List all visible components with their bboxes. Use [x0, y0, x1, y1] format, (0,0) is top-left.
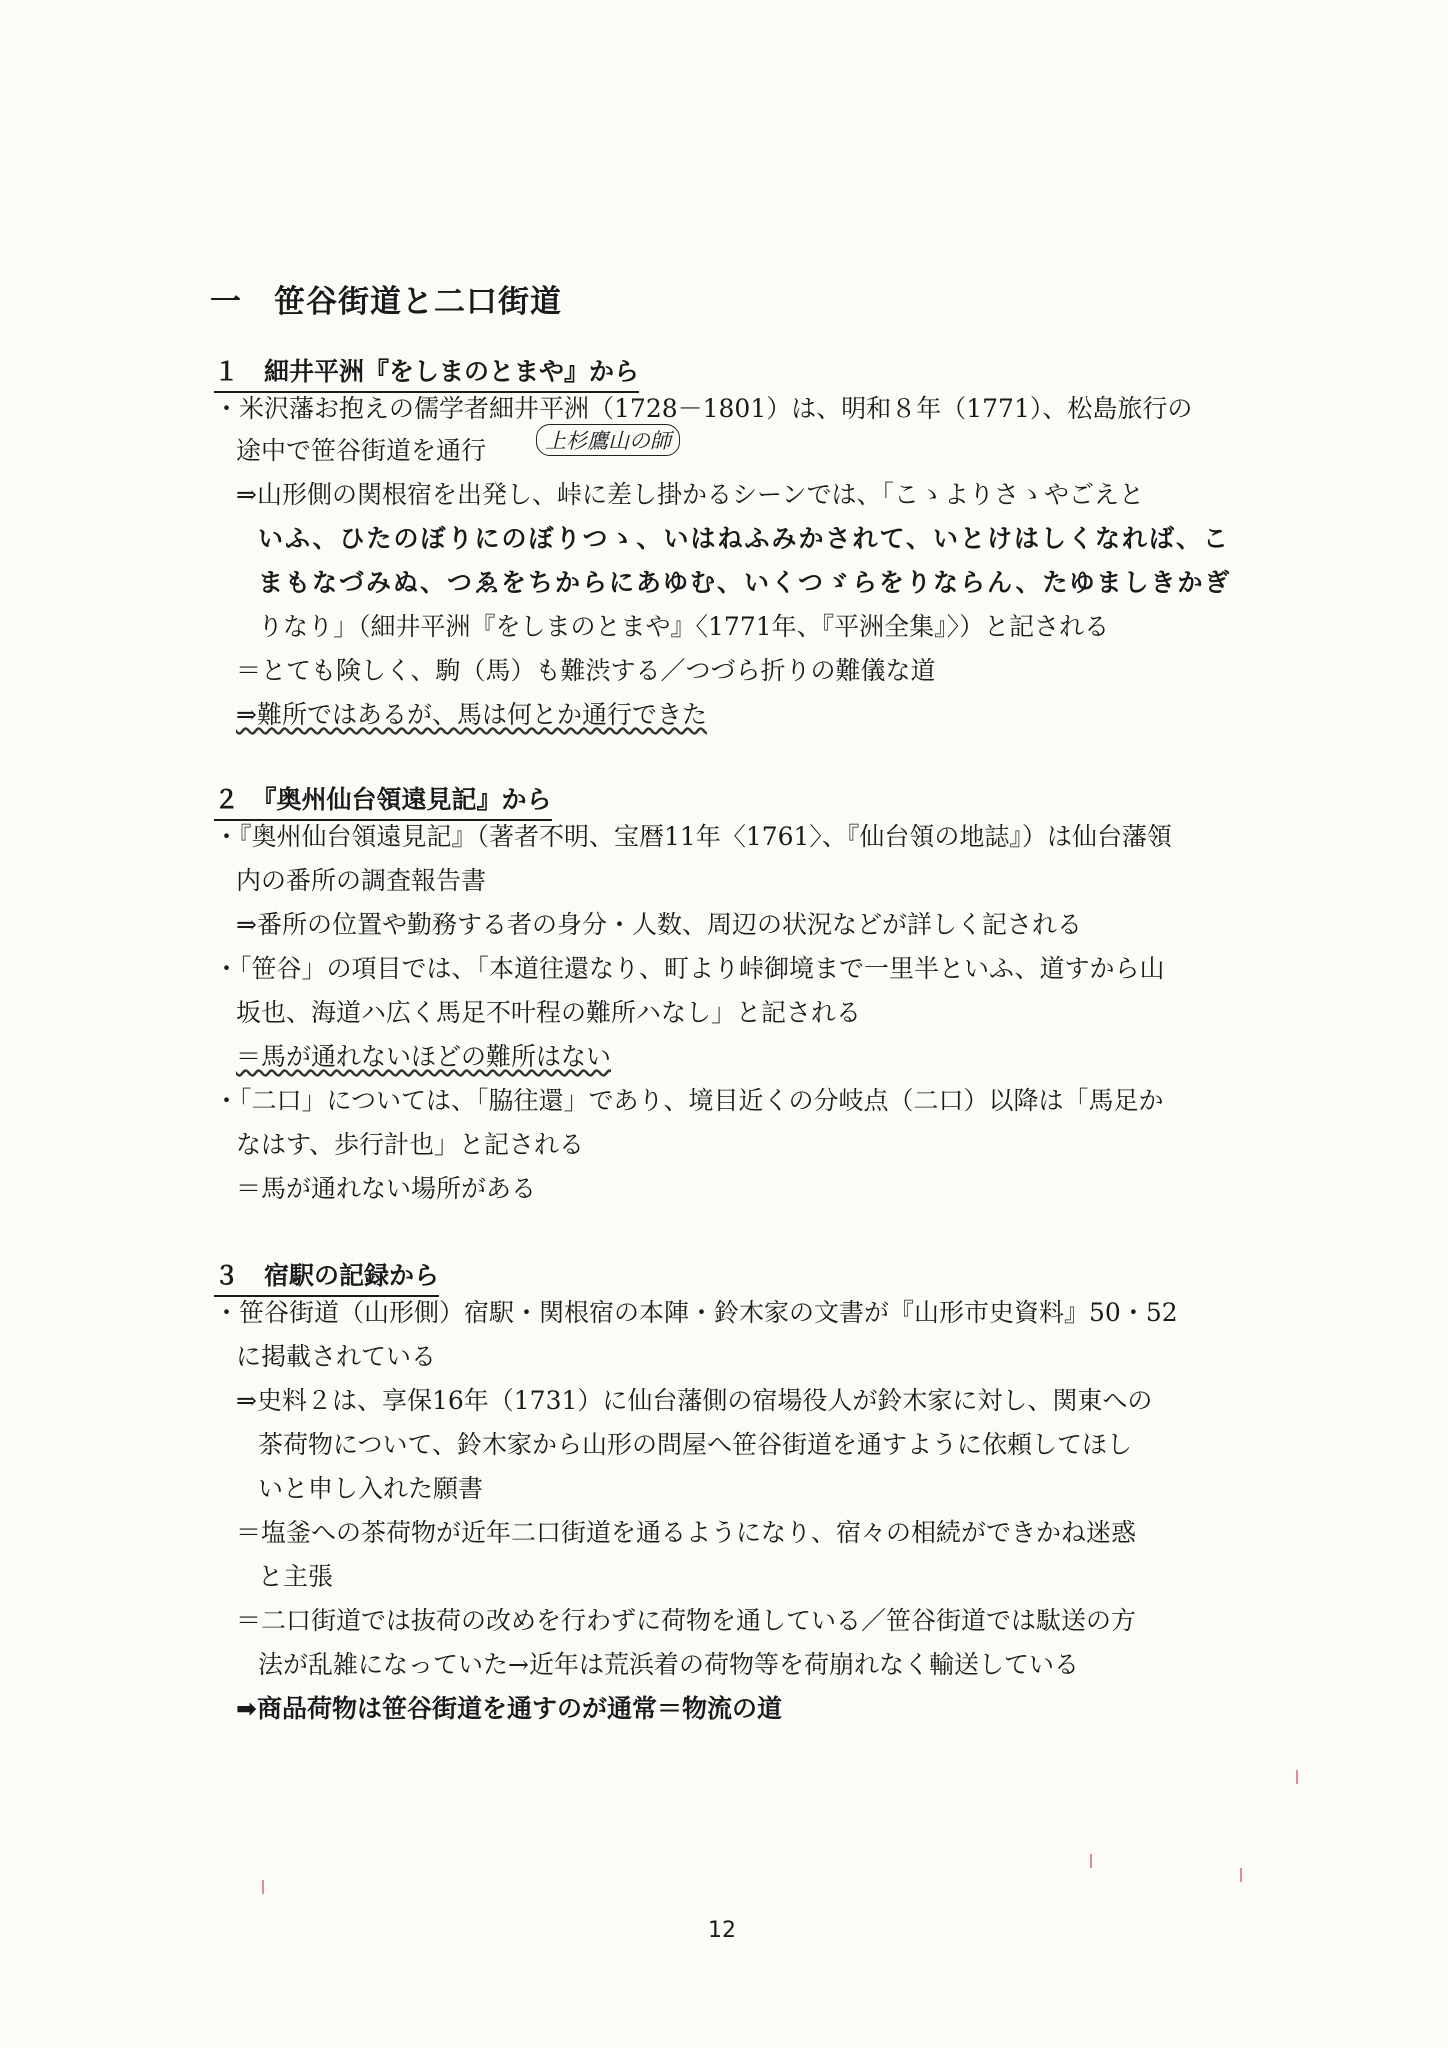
s1-line-2: 途中で笹谷街道を通行 — [236, 436, 487, 465]
s2-line-5: 坂也、海道ハ広く馬足不叶程の難所ハなし」と記される — [236, 998, 862, 1027]
s2-line-4: ・「笹谷」の項目では、「本道往還なり、町より峠御境まで一里半といふ、道すから山 — [214, 954, 1165, 983]
s1-line-7: ＝とても険しく、駒（馬）も難渋する／つづら折りの難儀な道 — [236, 656, 936, 685]
s2-line-9: ＝馬が通れない場所がある — [236, 1174, 537, 1203]
scan-speck — [262, 1880, 264, 1894]
s3-line-9: 法が乱雑になっていた→近年は荒浜着の荷物等を荷崩れなく輸送している — [258, 1650, 1079, 1679]
s2-line-7: ・「二口」については、「脇往還」であり、境目近くの分岐点（二口）以降は「馬足か — [214, 1086, 1164, 1115]
s3-line-7: と主張 — [258, 1562, 334, 1591]
section-2-title: ２ 『奥州仙台領遠見記』から — [214, 780, 552, 821]
section-1-title: １ 細井平洲『をしまのとまや』から — [214, 352, 639, 393]
s3-line-10: ➡商品荷物は笹谷街道を通すのが通常＝物流の道 — [236, 1694, 782, 1723]
s2-line-8: なはす、歩行計也」と記される — [236, 1130, 585, 1159]
s1-line-3: ⇒山形側の関根宿を出発し、峠に差し掛かるシーンでは、「こゝよりさゝやごえと — [236, 480, 1144, 509]
scan-speck — [1090, 1854, 1092, 1868]
s2-line-3: ⇒番所の位置や勤務する者の身分・人数、周辺の状況などが詳しく記される — [236, 910, 1082, 939]
s3-line-5: いと申し入れた願書 — [258, 1474, 484, 1503]
s1-line-6: りなり」（細井平洲『をしまのとまや』〈1771年、『平洲全集』〉）と記される — [258, 612, 1110, 641]
s2-line-2: 内の番所の調査報告書 — [236, 866, 487, 895]
s2-line-6: ＝馬が通れないほどの難所はない — [236, 1042, 612, 1071]
s1-line-5: まもなづみぬ、つゑをちからにあゆむ、いくつゞらをりならん、たゆましきかぎ — [258, 568, 1232, 597]
s3-line-6: ＝塩釜への茶荷物が近年二口街道を通るようになり、宿々の相続ができかね迷惑 — [236, 1518, 1137, 1547]
s1-line-1: ・米沢藩お抱えの儒学者細井平洲（1728－1801）は、明和８年（1771）、松島旅行の — [214, 394, 1193, 423]
page-title: 一 笹谷街道と二口街道 — [210, 284, 562, 320]
section-3-title: ３ 宿駅の記録から — [214, 1256, 439, 1297]
s3-line-2: に掲載されている — [236, 1342, 437, 1371]
s1-line-8: ⇒難所ではあるが、馬は何とか通行できた — [236, 700, 707, 729]
page-number: 12 — [708, 1918, 736, 1943]
s2-line-1: ・『奥州仙台領遠見記』（著者不明、宝暦11年〈1761〉、『仙台領の地誌』）は仙台藩領 — [214, 822, 1172, 851]
s1-line-4: いふ、ひたのぼりにのぼりつゝ、いはねふみかされて、いとけはしくなれば、こ — [258, 524, 1231, 553]
s3-line-1: ・笹谷街道（山形側）宿駅・関根宿の本陣・鈴木家の文書が『山形市史資料』50・52 — [214, 1298, 1178, 1327]
scan-speck — [1240, 1868, 1242, 1882]
handwritten-annotation: 上杉鷹山の師 — [536, 424, 680, 456]
scan-speck — [1296, 1770, 1298, 1784]
s3-line-3: ⇒史料２は、享保16年（1731）に仙台藩側の宿場役人が鈴木家に対し、関東への — [236, 1386, 1153, 1415]
s3-line-4: 茶荷物について、鈴木家から山形の問屋へ笹谷街道を通すように依頼してほし — [258, 1430, 1133, 1459]
s3-line-8: ＝二口街道では抜荷の改めを行わずに荷物を通している／笹谷街道では駄送の方 — [236, 1606, 1137, 1635]
